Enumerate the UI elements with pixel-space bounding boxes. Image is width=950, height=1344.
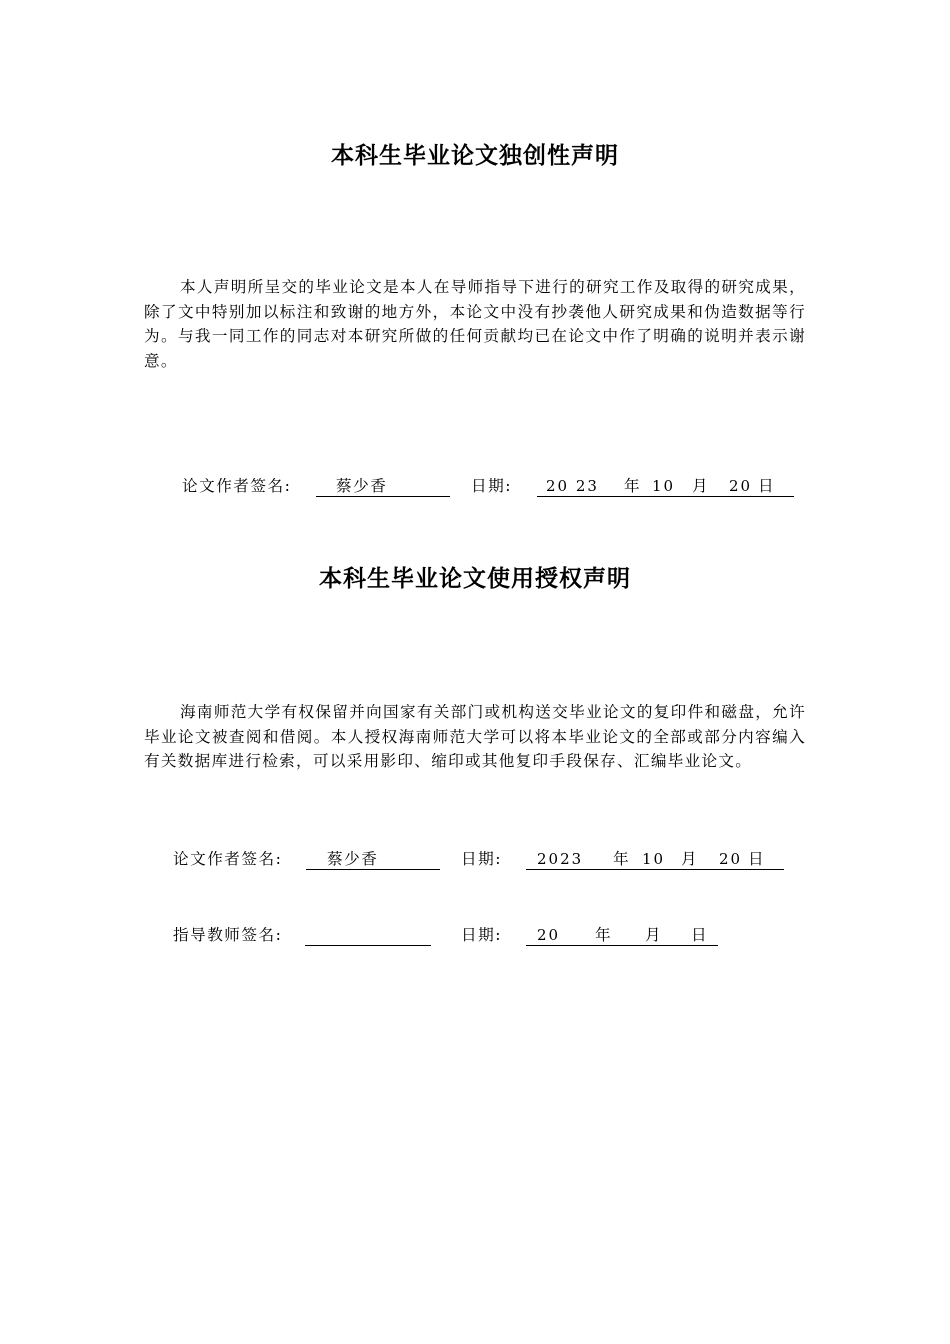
authorization-advisor-signature-line	[0, 923, 950, 947]
authorization-declaration-title: 本科生毕业论文使用授权声明	[319, 566, 631, 592]
date-day: 20	[729, 477, 753, 495]
authorization-author-signature-line	[0, 847, 950, 871]
authorization-declaration-body: 海南师范大学有权保留并向国家有关部门或机构送交毕业论文的复印件和磁盘，允许毕业论文被查阅和借阅。本人授权海南师范大学可以将本毕业论文的全部或部分内容编入有关数据库进行检索，可以采用影印、缩印或其他复印手段保存、汇编毕业论文。	[144, 703, 806, 770]
date-label: 日期:	[471, 477, 512, 495]
date-day-unit: 日	[758, 477, 776, 495]
date-label: 日期:	[461, 926, 502, 944]
date-month-unit: 月	[681, 850, 699, 868]
author-signature-label: 论文作者签名:	[173, 850, 283, 868]
date-year-unit: 年	[595, 926, 613, 944]
date-year: 20	[537, 926, 561, 944]
originality-signature-line	[0, 474, 950, 498]
date-year-unit: 年	[613, 850, 631, 868]
date-year: 20 23	[546, 477, 599, 495]
author-signature-name: 蔡少香	[327, 850, 379, 868]
date-day: 20	[719, 850, 743, 868]
date-month-unit: 月	[692, 477, 710, 495]
date-label: 日期:	[461, 850, 502, 868]
date-day-unit: 日	[691, 926, 709, 944]
date-month: 10	[642, 850, 666, 868]
date-year-unit: 年	[624, 477, 642, 495]
author-signature-label: 论文作者签名:	[182, 477, 292, 495]
advisor-signature-field[interactable]	[305, 923, 431, 946]
advisor-signature-label: 指导教师签名:	[173, 926, 283, 944]
date-day-unit: 日	[748, 850, 766, 868]
author-signature-name: 蔡少香	[336, 477, 388, 495]
originality-declaration-body: 本人声明所呈交的毕业论文是本人在导师指导下进行的研究工作及取得的研究成果，除了文中特别加以标注和致谢的地方外，本论文中没有抄袭他人研究成果和伪造数据等行为。与我一同工作的同志对本研究所做的任何贡献均已在论文中作了明确的说明并表示谢意。	[144, 278, 806, 370]
date-month: 10	[652, 477, 676, 495]
date-year: 2023	[537, 850, 584, 868]
date-month-unit: 月	[645, 926, 663, 944]
originality-declaration-title: 本科生毕业论文独创性声明	[331, 143, 619, 169]
